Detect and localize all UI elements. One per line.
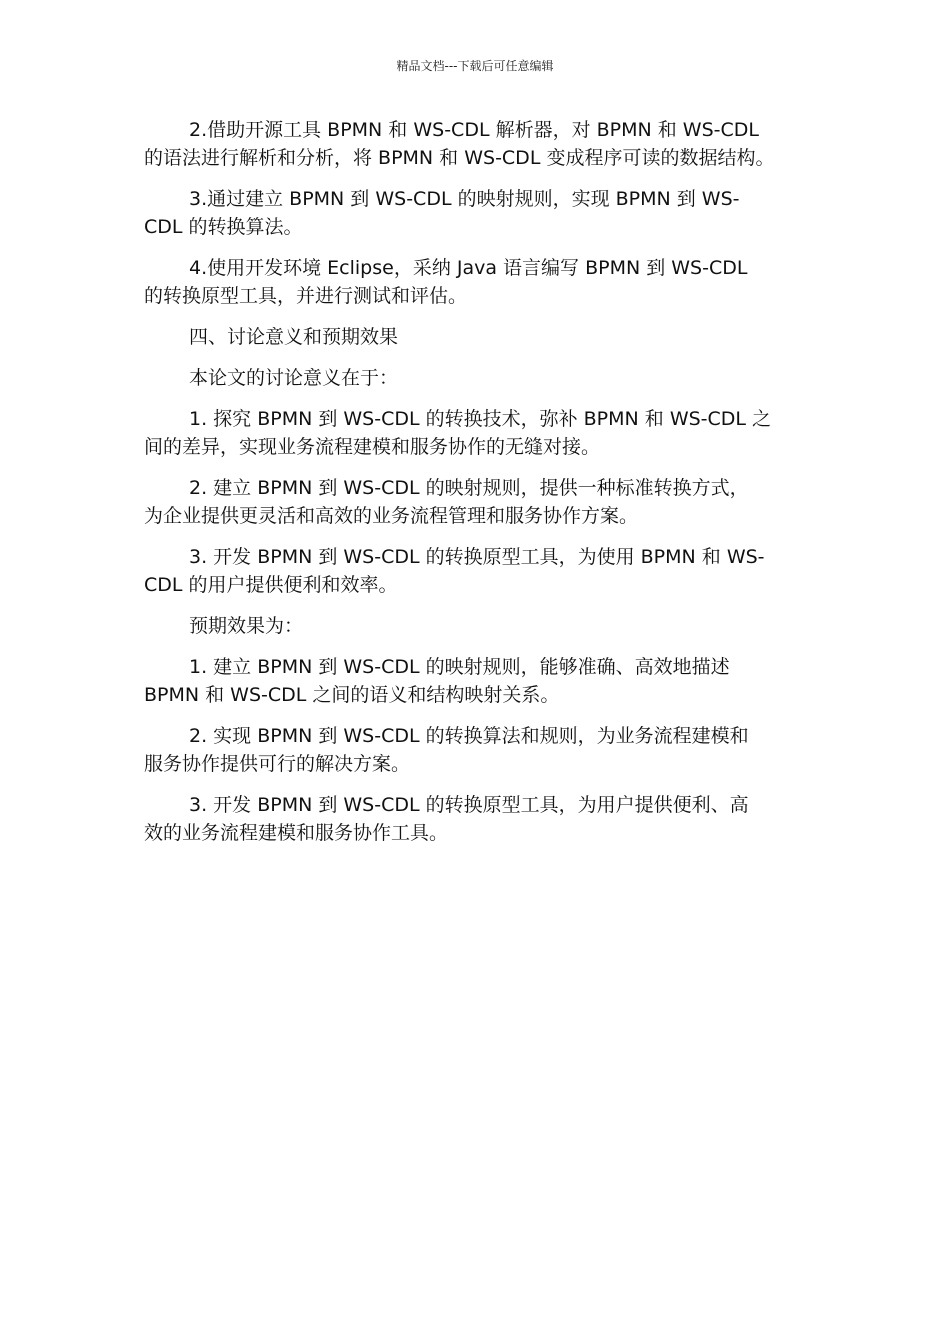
document-body: [144, 116, 810, 860]
text-line: 为企业提供更灵活和高效的业务流程管理和服务协作方案。: [144, 505, 639, 527]
text-line: 1. 探究 BPMN 到 WS-CDL 的转换技术，弥补 BPMN 和 WS-CDL 之: [189, 408, 772, 430]
text-line: 四、讨论意义和预期效果: [189, 326, 399, 348]
text-line: 本论文的讨论意义在于：: [189, 367, 399, 389]
page-header: 精品文档---下载后可任意编辑: [396, 59, 554, 73]
text-line: 间的差异，实现业务流程建模和服务协作的无缝对接。: [144, 436, 601, 458]
paragraph-expected-intro: [144, 612, 810, 640]
paragraph-method-3: [144, 185, 810, 241]
text-line: CDL 的转换算法。: [144, 216, 303, 238]
paragraph-expected-2: [144, 722, 810, 778]
text-line: 2.借助开源工具 BPMN 和 WS-CDL 解析器，对 BPMN 和 WS-CDL: [189, 119, 759, 141]
text-line: 预期效果为：: [189, 615, 304, 637]
paragraph-method-2: [144, 116, 810, 172]
section-heading: [144, 323, 810, 351]
paragraph-expected-3: [144, 791, 810, 847]
text-line: 的语法进行解析和分析，将 BPMN 和 WS-CDL 变成程序可读的数据结构。: [144, 147, 775, 169]
text-line: 3.通过建立 BPMN 到 WS-CDL 的映射规则，实现 BPMN 到 WS-: [189, 188, 740, 210]
paragraph-significance-intro: [144, 364, 810, 392]
text-line: 的转换原型工具，并进行测试和评估。: [144, 285, 468, 307]
text-line: 效的业务流程建模和服务协作工具。: [144, 822, 449, 844]
paragraph-significance-2: [144, 474, 810, 530]
text-line: 1. 建立 BPMN 到 WS-CDL 的映射规则，能够准确、高效地描述: [189, 656, 730, 678]
text-line: 3. 开发 BPMN 到 WS-CDL 的转换原型工具，为使用 BPMN 和 WS-: [189, 546, 765, 568]
text-line: 2. 实现 BPMN 到 WS-CDL 的转换算法和规则，为业务流程建模和: [189, 725, 749, 747]
paragraph-expected-1: [144, 653, 810, 709]
paragraph-significance-3: [144, 543, 810, 599]
text-line: 4.使用开发环境 Eclipse，采纳 Java 语言编写 BPMN 到 WS-CDL: [189, 257, 748, 279]
text-line: 3. 开发 BPMN 到 WS-CDL 的转换原型工具，为用户提供便利、高: [189, 794, 749, 816]
paragraph-significance-1: [144, 405, 810, 461]
text-line: 2. 建立 BPMN 到 WS-CDL 的映射规则，提供一种标准转换方式，: [189, 477, 749, 499]
text-line: 服务协作提供可行的解决方案。: [144, 753, 411, 775]
paragraph-method-4: [144, 254, 810, 310]
text-line: BPMN 和 WS-CDL 之间的语义和结构映射关系。: [144, 684, 560, 706]
text-line: CDL 的用户提供便利和效率。: [144, 574, 398, 596]
